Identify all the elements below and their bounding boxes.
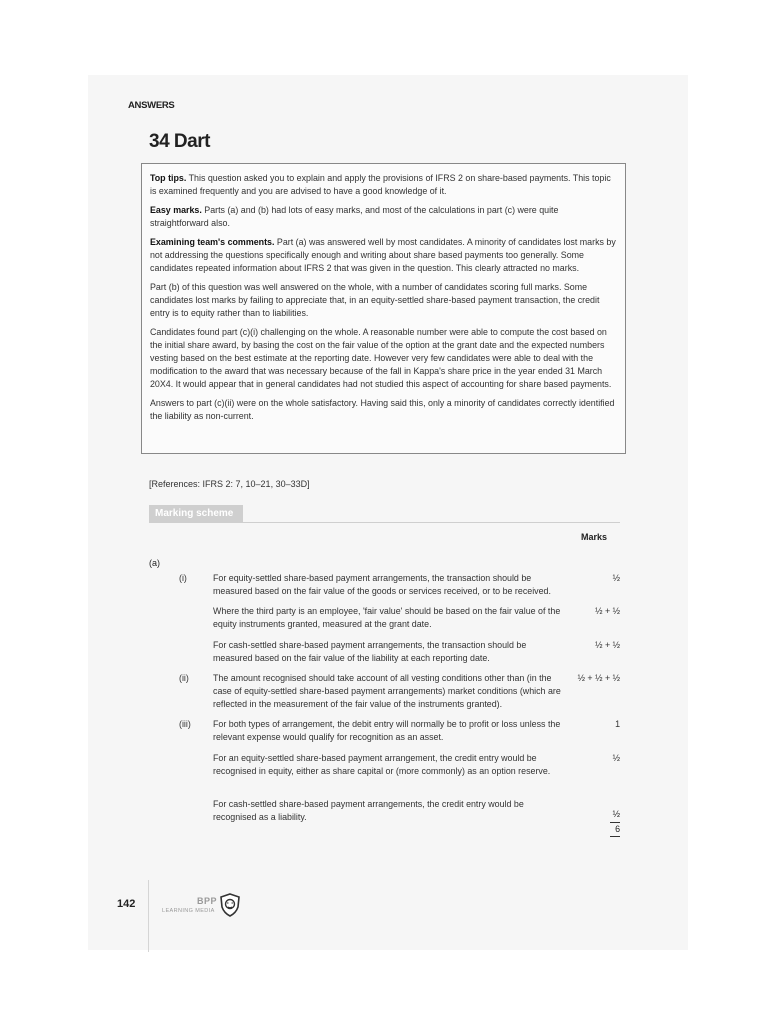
lion-shield-icon: [219, 893, 241, 917]
references: [References: IFRS 2: 7, 10–21, 30–33D]: [149, 479, 310, 489]
page-number: 142: [117, 898, 136, 910]
row-mark: ½ + ½: [595, 640, 620, 650]
brand-name: BPP: [197, 896, 218, 906]
footer-divider: [148, 880, 149, 952]
row-text: The amount recognised should take account of all vesting conditions other than (in the case of equity-settled share-based payment arrangements) market conditions (which are reflected in the measurement of the fair value of the instruments granted).: [213, 673, 561, 709]
easy-marks-text: Parts (a) and (b) had lots of easy marks, and most of the calculations in part (c) were quite straightforward also.: [150, 205, 559, 228]
row-mark: ½: [612, 753, 620, 763]
examining-paragraph: [150, 236, 617, 275]
part-c1-paragraph: Candidates found part (c)(i) challenging on the whole. A reasonable number were able to compute the cost based on the initial share award, by basing the cost on the fair value of the option at the grant date and the expected numbers vesting based on the best estimate at the reporting date. However very few candidates were able to deal with the modification to the award that was necessary because of the fall in Kappa's share price in the year ended 31 March 20X4. It would appear that in general candidates had not studied this aspect of accounting for share based payments.: [150, 327, 612, 389]
row-text: For cash-settled share-based payment arrangements, the transaction should be measured based on the fair value of the liability at each reporting date.: [213, 640, 527, 663]
top-tips-text: This question asked you to explain and apply the provisions of IFRS 2 on share-based payments. This topic is examined frequently and you are advised to have a good knowledge of it.: [150, 173, 611, 196]
easy-marks-label: Easy marks.: [150, 205, 202, 215]
tips-box: [141, 163, 626, 454]
row-text: For an equity-settled share-based payment arrangement, the credit entry would be recognised in equity, either as share capital or (more commonly) as an option reserve.: [213, 753, 551, 776]
row-mark: ½ + ½ + ½: [577, 673, 620, 683]
row-text: For cash-settled share-based payment arrangements, the credit entry would be recognised as a liability.: [213, 799, 524, 822]
brand-subtitle: LEARNING MEDIA: [162, 908, 215, 914]
part-label: (a): [149, 558, 160, 568]
last-row-mark: ½: [612, 809, 620, 819]
marking-scheme-rule: [243, 522, 620, 523]
marks-total: [610, 808, 620, 837]
total-rule-bottom: [610, 836, 620, 837]
easy-marks-paragraph: [150, 204, 617, 230]
row-number: (i): [179, 573, 187, 583]
row-mark: ½: [612, 573, 620, 583]
examining-text: Part (a) was answered well by most candidates. A minority of candidates lost marks by not addressing the questions specifically enough and writing about share based payments too generally. Some candidates repeated information about IFRS 2 that was given in the question. This clearly attracted no marks.: [150, 237, 616, 273]
page-title: 34 Dart: [149, 131, 210, 152]
section-label: ANSWERS: [128, 100, 175, 111]
part-c2-paragraph: Answers to part (c)(ii) were on the whole satisfactory. Having said this, only a minority of candidates correctly identified the liability as non-current.: [150, 398, 615, 421]
top-tips-label: Top tips.: [150, 173, 187, 183]
row-text: Where the third party is an employee, 'fair value' should be based on the fair value of the equity instruments granted, measured at the grant date.: [213, 606, 561, 629]
row-mark: ½ + ½: [595, 606, 620, 616]
row-text: For equity-settled share-based payment arrangements, the transaction should be measured based on the fair value of the goods or services received, or to be received.: [213, 573, 551, 596]
total-marks: 6: [615, 824, 620, 834]
row-number: (iii): [179, 719, 191, 729]
row-text: For both types of arrangement, the debit entry will normally be to profit or loss unless the relevant expense would qualify for recognition as an asset.: [213, 719, 561, 742]
marks-column-header: Marks: [581, 532, 608, 542]
row-number: (ii): [179, 673, 189, 683]
examining-label: Examining team's comments.: [150, 237, 275, 247]
row-mark: 1: [615, 719, 620, 729]
part-b-paragraph: Part (b) of this question was well answered on the whole, with a number of candidates scoring full marks. Some candidates lost marks by failing to appreciate that, in an equity-settled share-based payment transaction, the credit entry is to equity rather than to liabilities.: [150, 282, 600, 318]
top-tips-paragraph: [150, 172, 617, 198]
marking-scheme-heading: Marking scheme: [149, 505, 243, 523]
